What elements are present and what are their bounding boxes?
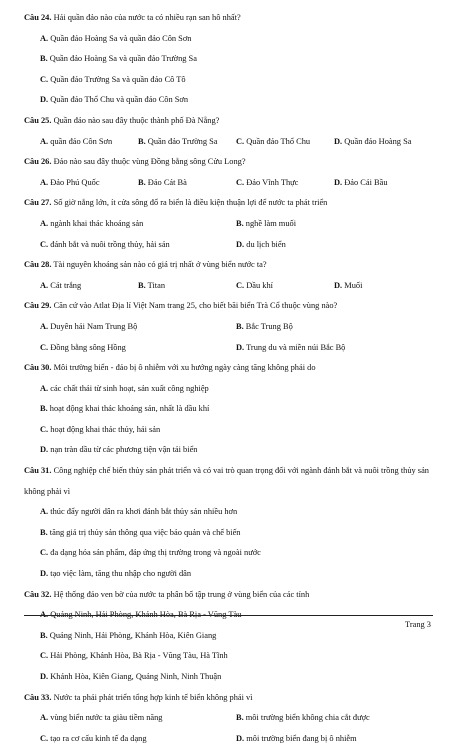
options-row <box>24 708 434 729</box>
exam-page <box>24 8 434 749</box>
options-row <box>24 729 434 749</box>
options-row <box>24 276 434 297</box>
options-row <box>24 235 434 256</box>
page-number: Trang 3 <box>405 620 431 629</box>
question-number: Câu 31. <box>24 466 52 476</box>
question-text: Căn cứ vào Atlat Địa lí Việt Nam trang 25, cho biết bãi biển Trà Cổ thuộc vùng nào? <box>53 301 338 311</box>
question-number: Câu 30. <box>24 363 52 373</box>
options-row <box>24 214 434 235</box>
option-a[interactable]: A. Đảo Phú Quốc <box>40 177 100 187</box>
option-a[interactable]: A. vùng biển nước ta giàu tiềm năng <box>40 713 163 723</box>
question-number: Câu 32. <box>24 589 52 599</box>
option-d[interactable]: D. Đảo Cái Bầu <box>334 177 388 187</box>
options-row <box>24 338 434 359</box>
option-a[interactable]: A. quần đảo Côn Sơn <box>40 136 113 146</box>
option-d[interactable]: D. Quần đảo Hoàng Sa <box>334 136 412 146</box>
option-a[interactable]: A. ngành khai thác khoáng sản <box>40 218 144 228</box>
option-b[interactable]: B. Đảo Cát Bà <box>138 177 187 187</box>
option-c[interactable]: C. Đảo Vĩnh Thực <box>236 177 299 187</box>
question-text: Đảo nào sau đây thuộc vùng Đồng bằng sông Cửu Long? <box>53 157 246 167</box>
option-c[interactable]: C. Đồng bằng sông Hồng <box>40 342 126 352</box>
question-27 <box>24 193 434 214</box>
question-text: Hệ thống đảo ven bờ của nước ta phân bố tập trung ở vùng biển của các tỉnh <box>53 589 310 599</box>
option-d[interactable]: D. Quần đảo Thổ Chu và quần đảo Côn Sơn <box>40 95 189 105</box>
option-b[interactable]: B. Quần đảo Trường Sa <box>138 136 218 146</box>
option-b[interactable]: B. tăng giá trị thủy sản thông qua việc bảo quản và chế biến <box>40 527 241 537</box>
option-d[interactable]: D. Muối <box>334 280 363 290</box>
question-29 <box>24 296 434 317</box>
option-a[interactable]: A. thúc đẩy người dân ra khơi đánh bắt thủy sản nhiều hơn <box>40 507 238 517</box>
option-a[interactable]: A. Quảng Ninh, Hải Phòng, Khánh Hòa, Bà Rịa - Vũng Tàu <box>40 610 242 620</box>
question-text: Môi trường biển - đảo bị ô nhiễm với xu hướng ngày càng tăng không phải do <box>53 363 316 373</box>
option-a[interactable]: A. Quần đảo Hoàng Sa và quần đảo Côn Sơn <box>40 33 192 43</box>
question-31 <box>24 461 434 502</box>
question-number: Câu 26. <box>24 157 52 167</box>
option-c[interactable]: C. đa dạng hóa sản phẩm, đáp ứng thị trường trong và ngoài nước <box>40 548 261 558</box>
question-number: Câu 29. <box>24 301 52 311</box>
option-d[interactable]: D. du lịch biển <box>236 239 286 249</box>
question-number: Câu 33. <box>24 692 52 702</box>
question-number: Câu 25. <box>24 115 52 125</box>
option-a[interactable]: A. các chất thải từ sinh hoạt, sản xuất công nghiệp <box>40 383 209 393</box>
option-c[interactable]: C. đánh bắt và nuôi trồng thủy, hải sản <box>40 239 170 249</box>
question-25 <box>24 111 434 132</box>
options-row <box>24 173 434 194</box>
question-26 <box>24 152 434 173</box>
footer-divider <box>24 615 433 616</box>
question-text: Công nghiệp chế biến thủy sản phát triển và có vai trò quan trọng đối với ngành đánh bắt và nuôi trồng thủy sản không phải vì <box>24 466 429 496</box>
question-28 <box>24 255 434 276</box>
question-text: Số giờ nắng lớn, ít cửa sông đổ ra biển là điều kiện thuận lợi để nước ta phát triển <box>53 198 328 208</box>
question-text: Hải quần đảo nào của nước ta có nhiều rạn san hô nhất? <box>53 13 241 22</box>
option-b[interactable]: B. Quần đảo Hoàng Sa và quần đảo Trường Sa <box>40 54 197 64</box>
question-number: Câu 24. <box>24 13 52 22</box>
options-row <box>24 317 434 338</box>
question-number: Câu 27. <box>24 198 52 208</box>
option-b[interactable]: B. Quảng Ninh, Hải Phòng, Khánh Hòa, Kiên Giang <box>40 630 217 640</box>
option-c[interactable]: C. Quần đảo Trường Sa và quần đảo Cô Tô <box>40 74 186 84</box>
option-d[interactable]: D. nạn tràn dầu từ các phương tiện vận tải biển <box>40 445 198 455</box>
option-c[interactable]: C. Dầu khí <box>236 280 273 290</box>
question-number: Câu 28. <box>24 260 52 270</box>
option-c[interactable]: C. Hải Phòng, Khánh Hòa, Bà Rịa - Vũng Tàu, Hà Tĩnh <box>40 651 228 661</box>
option-c[interactable]: C. hoạt động khai thác thủy, hải sản <box>40 424 161 434</box>
options-row <box>24 132 434 153</box>
option-b[interactable]: B. môi trường biển không chia cắt được <box>236 713 370 723</box>
question-text: Tài nguyên khoáng sản nào có giá trị nhất ở vùng biển nước ta? <box>53 260 267 270</box>
option-b[interactable]: B. Titan <box>138 280 166 290</box>
option-d[interactable]: D. tạo việc làm, tăng thu nhập cho người dân <box>40 569 192 579</box>
option-d[interactable]: D. Khánh Hòa, Kiên Giang, Quảng Ninh, Ninh Thuận <box>40 672 222 681</box>
question-30 <box>24 358 434 379</box>
option-d[interactable]: D. môi trường biển đang bị ô nhiễm <box>236 733 357 743</box>
question-24 <box>24 8 434 29</box>
option-b[interactable]: B. nghề làm muối <box>236 218 297 228</box>
question-33 <box>24 688 434 709</box>
option-d[interactable]: D. Trung du và miền núi Bắc Bộ <box>236 342 346 352</box>
question-text: Quần đảo nào sau đây thuộc thành phố Đà Nẵng? <box>53 115 220 125</box>
option-b[interactable]: B. Bắc Trung Bộ <box>236 321 293 331</box>
option-a[interactable]: A. Duyên hải Nam Trung Bộ <box>40 321 138 331</box>
question-32 <box>24 585 434 606</box>
option-b[interactable]: B. hoạt động khai thác khoáng sản, nhất là dầu khí <box>40 404 210 414</box>
option-c[interactable]: C. tạo ra cơ cấu kinh tế đa dạng <box>40 733 147 743</box>
option-a[interactable]: A. Cát trắng <box>40 280 82 290</box>
option-c[interactable]: C. Quần đảo Thổ Chu <box>236 136 311 146</box>
question-text: Nước ta phải phát triển tổng hợp kinh tế biển không phải vì <box>53 692 253 702</box>
